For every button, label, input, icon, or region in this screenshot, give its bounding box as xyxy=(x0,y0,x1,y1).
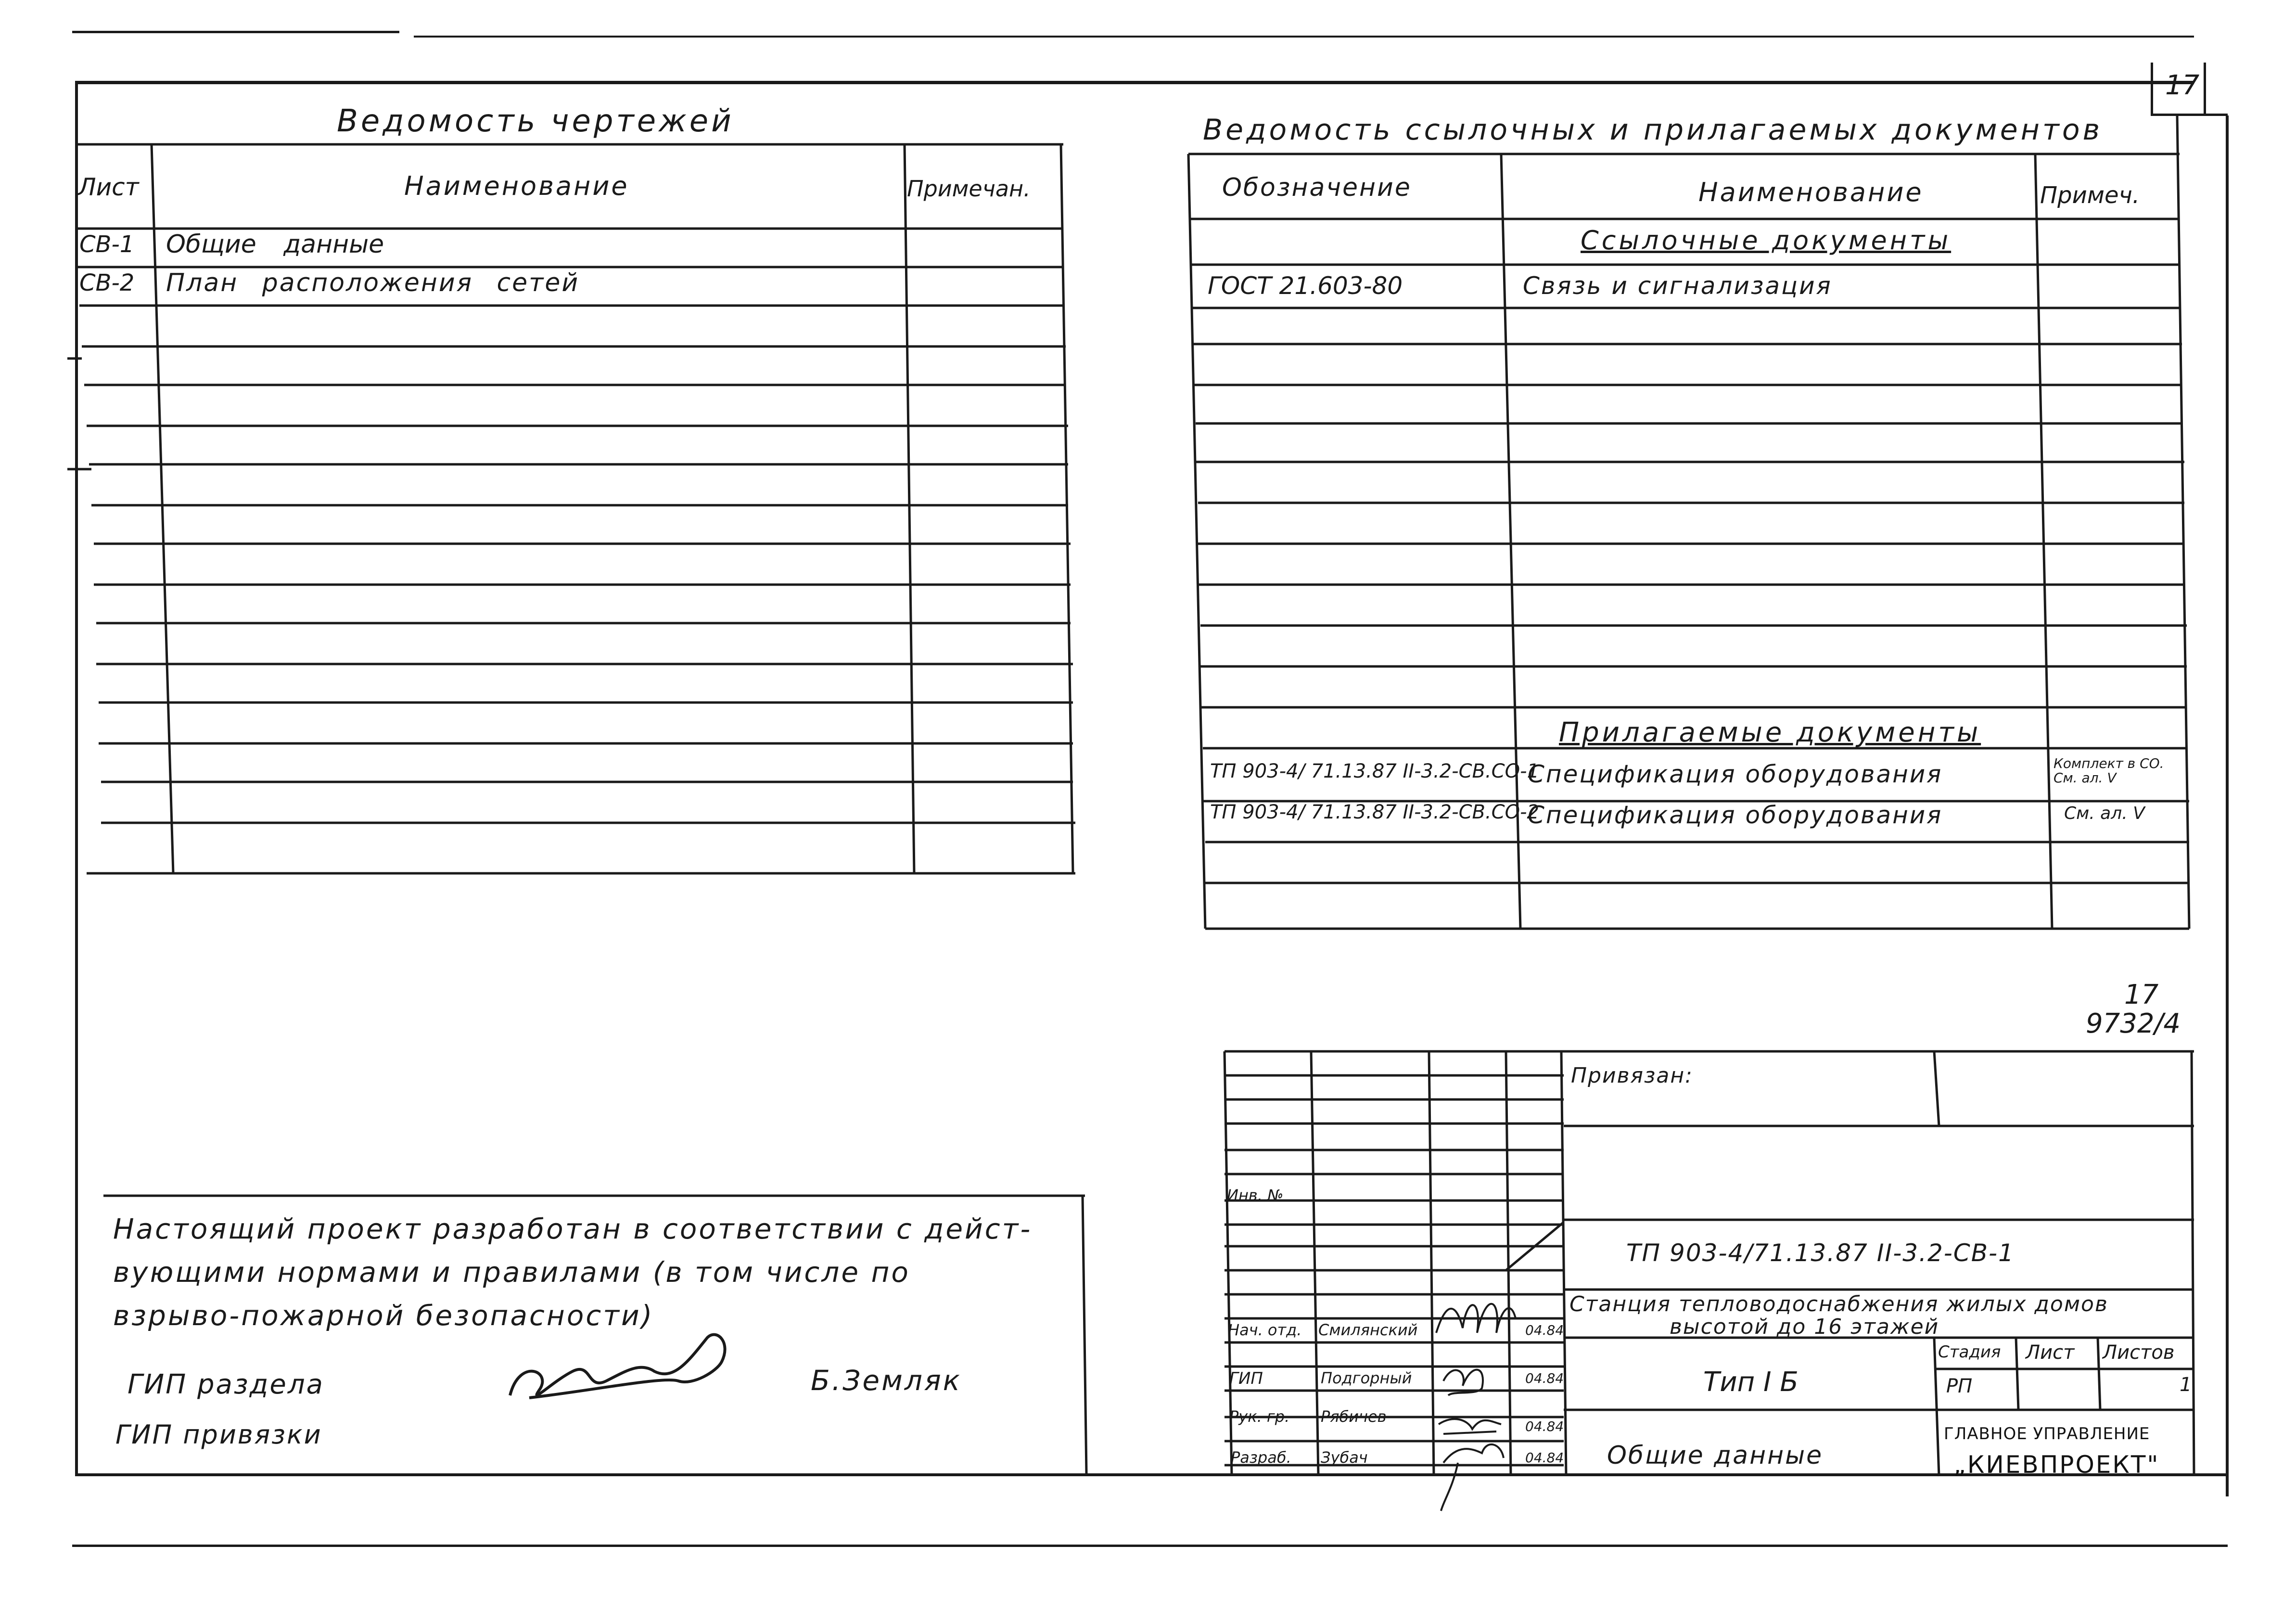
left-table-title: Ведомость чертежей xyxy=(337,103,734,139)
attached-row-note: См. ал. V xyxy=(2064,804,2145,823)
left-header-name: Наименование xyxy=(404,171,629,201)
page-number: 17 xyxy=(2165,70,2200,101)
staff-role: Нач. отд. xyxy=(1228,1321,1302,1339)
statement-line-3: взрыво-пожарной безопасности) xyxy=(113,1299,654,1332)
bound-label: Привязан: xyxy=(1571,1063,1693,1088)
section-reference-documents: Ссылочные документы xyxy=(1581,225,1952,256)
attached-row-note: Комплект в СО. См. ал. V xyxy=(2054,755,2164,786)
attached-row-name: Спецификация оборудования xyxy=(1528,801,1943,829)
statement-line-2: вующими нормами и правилами (в том числе по xyxy=(113,1256,910,1289)
project-title-line-2: высотой до 16 этажей xyxy=(1670,1315,1939,1339)
attached-row-designation: ТП 903-4/ 71.13.87 ІІ-3.2-СВ.СО-2 xyxy=(1210,801,1539,823)
left-row-sheet: СВ-1 xyxy=(79,231,135,258)
gip-name: Б.Земляк xyxy=(811,1364,962,1397)
organization-line-1: ГЛАВНОЕ УПРАВЛЕНИЕ xyxy=(1944,1424,2150,1444)
right-header-designation: Обозначение xyxy=(1222,173,1412,202)
sheet-title: Общие данные xyxy=(1607,1441,1824,1470)
left-row-sheet: СВ-2 xyxy=(79,269,135,296)
section-attached-documents: Прилагаемые документы xyxy=(1559,717,1981,748)
staff-role: ГИП xyxy=(1229,1369,1263,1388)
staff-role: Разраб. xyxy=(1231,1448,1291,1467)
gip-section-label: ГИП раздела xyxy=(128,1369,324,1400)
stage-value: РП xyxy=(1946,1375,1973,1397)
staff-name: Подгорный xyxy=(1321,1369,1412,1387)
right-table-title: Ведомость ссылочных и прилагаемых документов xyxy=(1203,113,2103,147)
sheets-value: 1 xyxy=(2180,1374,2192,1396)
attached-row-name: Спецификация оборудования xyxy=(1528,760,1943,788)
stage-label: Стадия xyxy=(1938,1342,2001,1362)
staff-name: Рябичев xyxy=(1321,1407,1387,1426)
right-header-note: Примеч. xyxy=(2040,182,2140,209)
sheet-label: Лист xyxy=(2026,1341,2075,1364)
staff-name: Смилянский xyxy=(1318,1321,1418,1339)
gip-binding-label: ГИП привязки xyxy=(115,1419,322,1450)
left-header-sheet: Лист xyxy=(78,173,139,201)
sheets-label: Листов xyxy=(2103,1341,2175,1364)
ref-row-name: Связь и сигнализация xyxy=(1523,272,1832,300)
sheet-ref-code: 9732/4 xyxy=(2086,1008,2181,1039)
staff-date: 04.84 xyxy=(1525,1418,1564,1434)
organization-line-2: „КИЕВПРОЕКТ" xyxy=(1953,1451,2160,1479)
staff-date: 04.84 xyxy=(1525,1370,1564,1386)
statement-line-1: Настоящий проект разработан в соответствии с дейст- xyxy=(113,1213,1033,1245)
document-code: ТП 903-4/71.13.87 ІІ-3.2-СВ-1 xyxy=(1626,1239,2015,1267)
left-header-note: Примечан. xyxy=(907,176,1031,202)
staff-date: 04.84 xyxy=(1525,1322,1564,1338)
right-header-name: Наименование xyxy=(1698,177,1924,207)
ref-row-designation: ГОСТ 21.603-80 xyxy=(1208,272,1403,300)
staff-name: Зубач xyxy=(1321,1448,1368,1467)
staff-date: 04.84 xyxy=(1525,1450,1564,1466)
left-row-name: План расположения сетей xyxy=(166,268,580,297)
sheet-ref-number: 17 xyxy=(2124,979,2159,1010)
project-title-line-1: Станция тепловодоснабжения жилых домов xyxy=(1569,1292,2108,1316)
left-row-name: Общие данные xyxy=(166,230,384,259)
type-label: Тип І Б xyxy=(1703,1367,1799,1398)
inv-label: Инв. № xyxy=(1227,1186,1284,1204)
staff-role: Рук. гр. xyxy=(1229,1407,1290,1426)
attached-row-designation: ТП 903-4/ 71.13.87 ІІ-3.2-СВ.СО-1 xyxy=(1210,760,1539,782)
